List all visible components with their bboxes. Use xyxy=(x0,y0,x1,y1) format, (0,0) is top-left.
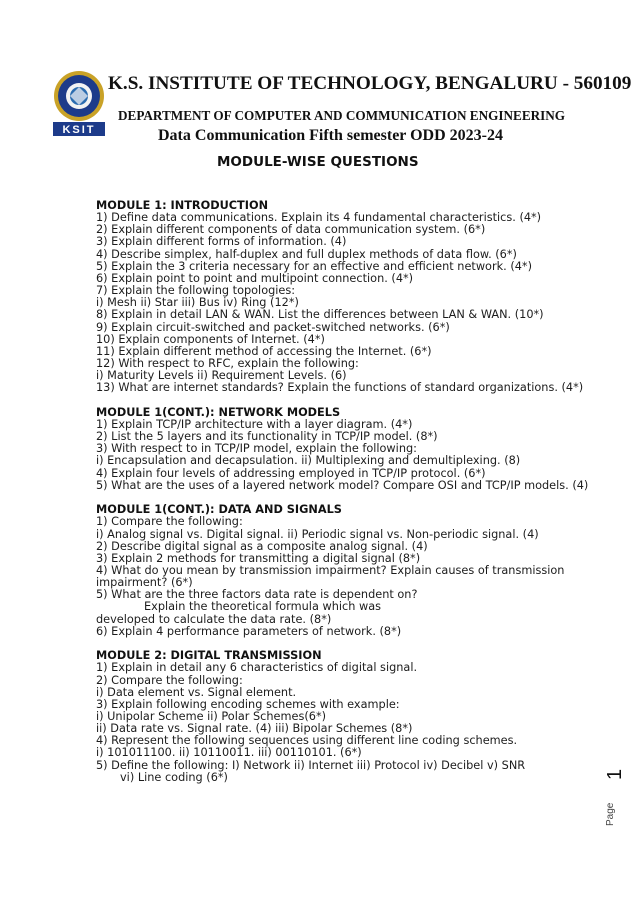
question-line: 3) Explain following encoding schemes with example: xyxy=(96,697,400,711)
question-line: 2) Describe digital signal as a composite analog signal. (4) xyxy=(96,539,428,553)
question-line: 2) Explain different components of data communication system. (6*) xyxy=(96,223,486,237)
module-section xyxy=(96,504,626,638)
question-line: i) 101011100. ii) 10110011. iii) 00110101. (6*) xyxy=(96,746,362,760)
page-label: Page xyxy=(605,802,616,826)
question-line: vi) Line coding (6*) xyxy=(120,770,228,784)
question-line: 13) What are internet standards? Explain the functions of standard organizations. (4*) xyxy=(96,381,584,395)
svg-text:KSIT: KSIT xyxy=(62,124,96,136)
module-title: MODULE 1(CONT.): DATA AND SIGNALS xyxy=(96,503,342,517)
department-name: DEPARTMENT OF COMPUTER AND COMMUNICATION ENGINEERING xyxy=(118,108,566,123)
question-line: i) Analog signal vs. Digital signal. ii) Periodic signal vs. Non-periodic signal. (4) xyxy=(96,527,539,541)
question-line: i) Maturity Levels ii) Requirement Levels. (6) xyxy=(96,369,347,383)
page-number: 1 xyxy=(604,768,626,780)
question-line: 3) Explain 2 methods for transmitting a digital signal (8*) xyxy=(96,551,421,565)
question-line: impairment? (6*) xyxy=(96,576,193,590)
question-line: 1) Compare the following: xyxy=(96,515,243,529)
question-line: ii) Data rate vs. Signal rate. (4) iii) Bipolar Schemes (8*) xyxy=(96,722,413,736)
module-section xyxy=(96,200,626,395)
question-line: 3) With respect to in TCP/IP model, explain the following: xyxy=(96,442,417,456)
question-line: 1) Define data communications. Explain its 4 fundamental characteristics. (4*) xyxy=(96,211,542,225)
question-line: 1) Explain TCP/IP architecture with a layer diagram. (4*) xyxy=(96,417,413,431)
question-line: 11) Explain different method of accessing the Internet. (6*) xyxy=(96,344,432,358)
ksit-logo xyxy=(51,70,107,138)
institute-name: K.S. INSTITUTE OF TECHNOLOGY, BENGALURU - 560109 xyxy=(108,73,632,94)
question-line: 9) Explain circuit-switched and packet-switched networks. (6*) xyxy=(96,320,450,334)
question-line: 5) What are the uses of a layered network model? Compare OSI and TCP/IP models. (4) xyxy=(96,478,589,492)
question-line: 4) What do you mean by transmission impairment? Explain causes of transmission xyxy=(96,563,565,577)
question-list xyxy=(96,200,626,796)
question-line: Explain the theoretical formula which was xyxy=(144,600,382,614)
question-line: i) Data element vs. Signal element. xyxy=(96,685,297,699)
question-line: 6) Explain 4 performance parameters of network. (8*) xyxy=(96,624,402,638)
question-line: 5) What are the three factors data rate is dependent on? xyxy=(96,588,418,602)
question-line: 7) Explain the following topologies: xyxy=(96,284,296,298)
module-section xyxy=(96,407,626,492)
question-line: 3) Explain different forms of information. (4) xyxy=(96,235,347,249)
question-line: 8) Explain in detail LAN & WAN. List the differences between LAN & WAN. (10*) xyxy=(96,308,544,322)
question-line: 2) Compare the following: xyxy=(96,673,243,687)
question-line: i) Mesh ii) Star iii) Bus iv) Ring (12*) xyxy=(96,296,299,310)
module-title: MODULE 1: INTRODUCTION xyxy=(96,199,269,212)
question-line: 4) Describe simplex, half-duplex and full duplex methods of data flow. (6*) xyxy=(96,247,517,261)
module-section xyxy=(96,650,626,784)
module-title: MODULE 2: DIGITAL TRANSMISSION xyxy=(96,649,322,663)
question-line: 12) With respect to RFC, explain the following: xyxy=(96,357,359,371)
subject-title: Data Communication Fifth semester ODD 2023-24 xyxy=(158,127,503,144)
question-line: i) Encapsulation and decapsulation. ii) Multiplexing and demultiplexing. (8) xyxy=(96,454,521,468)
question-line: 6) Explain point to point and multipoint connection. (4*) xyxy=(96,271,414,285)
question-line: developed to calculate the data rate. (8*) xyxy=(96,612,332,626)
question-line: 1) Explain in detail any 6 characteristics of digital signal. xyxy=(96,661,418,675)
question-line: 5) Define the following: I) Network ii) Internet iii) Protocol iv) Decibel v) SNR xyxy=(96,758,526,772)
question-line: 2) List the 5 layers and its functionality in TCP/IP model. (8*) xyxy=(96,430,438,444)
question-line: 4) Explain four levels of addressing employed in TCP/IP protocol. (6*) xyxy=(96,466,486,480)
module-title: MODULE 1(CONT.): NETWORK MODELS xyxy=(96,405,341,419)
question-line: 10) Explain components of Internet. (4*) xyxy=(96,332,325,346)
page-heading: MODULE-WISE QUESTIONS xyxy=(217,154,419,170)
question-line: i) Unipolar Scheme ii) Polar Schemes(6*) xyxy=(96,709,326,723)
question-line: 4) Represent the following sequences using different line coding schemes. xyxy=(96,734,518,748)
question-line: 5) Explain the 3 criteria necessary for an effective and efficient network. (4*) xyxy=(96,259,532,273)
